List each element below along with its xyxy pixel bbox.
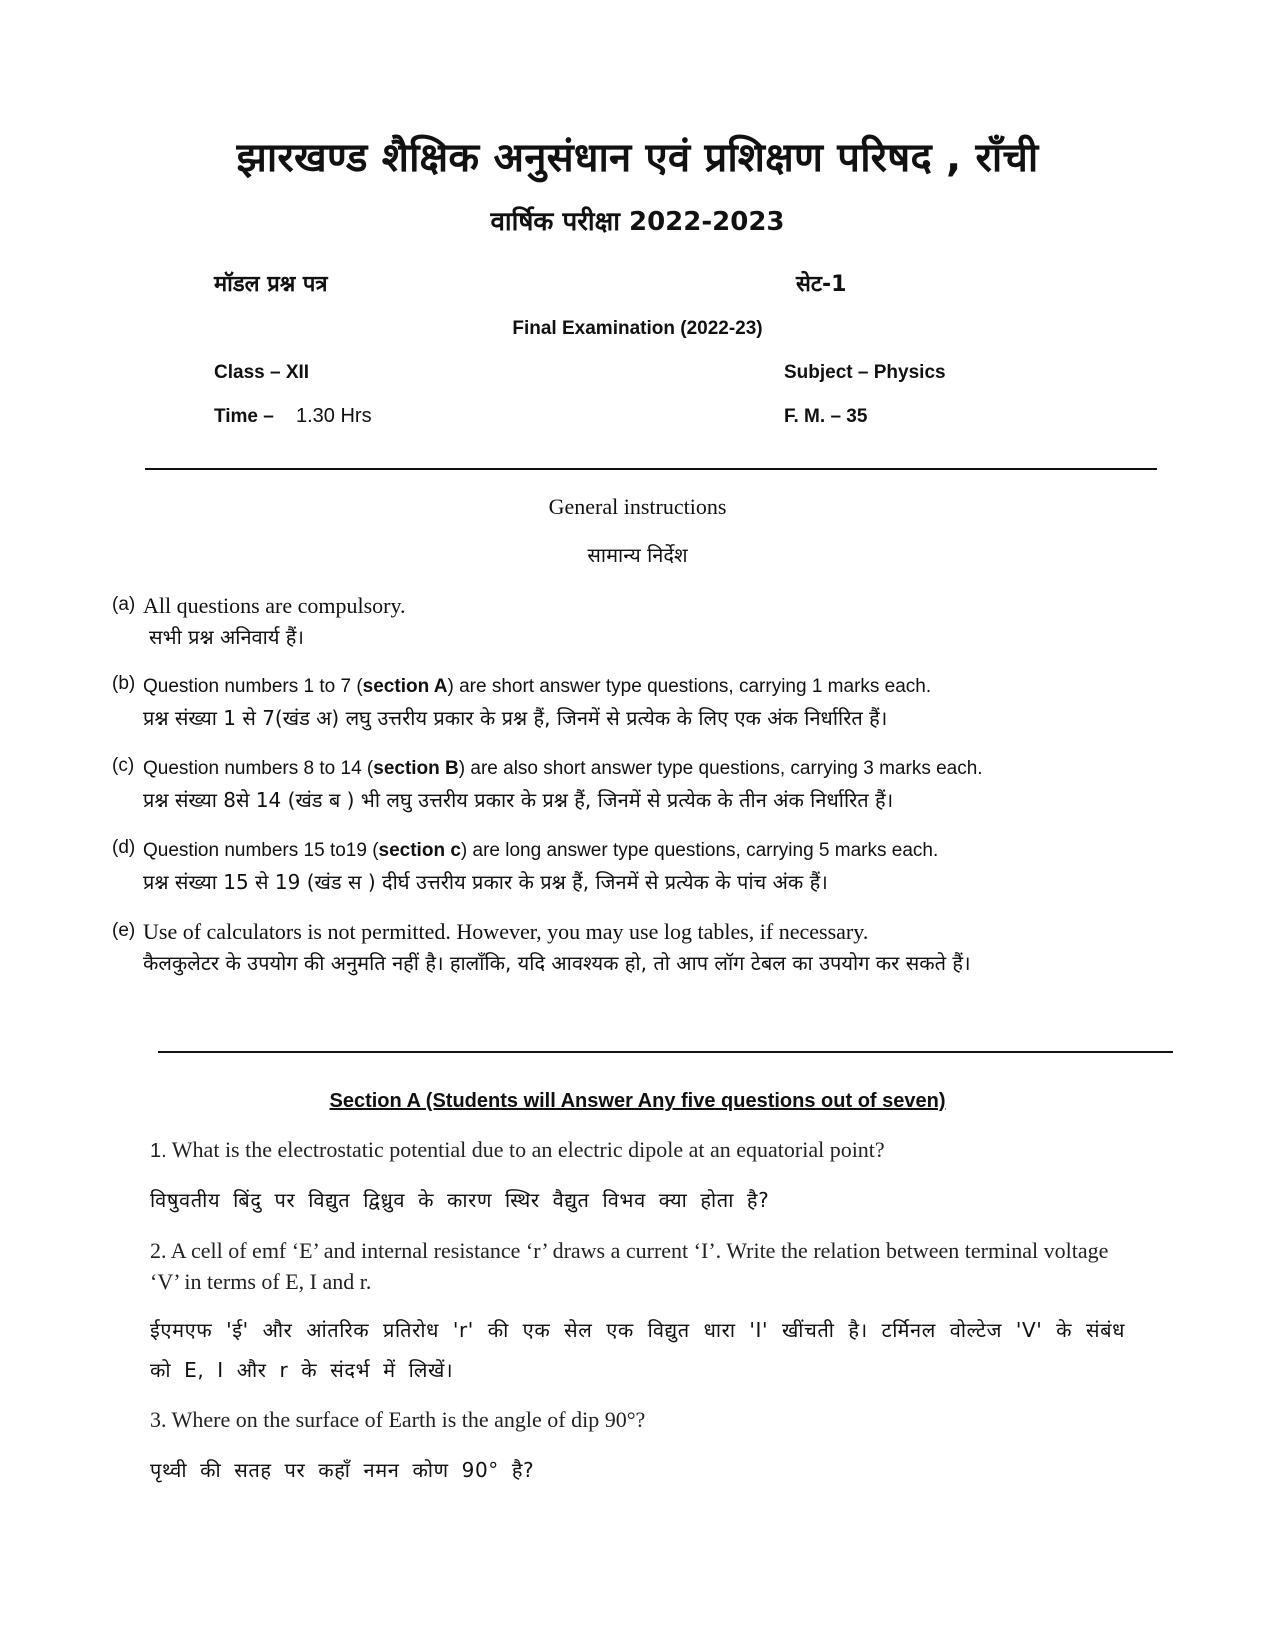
instruction-text-hi: प्रश्न संख्या 1 से 7(खंड अ) लघु उत्तरीय प्रकार के प्रश्न हैं, जिनमें से प्रत्येक के लिए एक अंक निर्धारित हैं। (143, 706, 888, 730)
question-hi-line: ईएमएफ 'ई' और आंतरिक प्रतिरोध 'r' की एक सेल एक विद्युत धारा 'I' खींचती है। टर्मिनल वोल्टेज 'V' के संबंध को E, I और r के संदर्भ में लिखें। (150, 1318, 1125, 1382)
question-item (150, 1134, 1170, 1167)
instructions-heading-en: General instructions (548, 494, 727, 519)
question-hi-line: विषुवतीय बिंदु पर विद्युत द्विध्रुव के कारण स्थिर वैद्युत विभव क्या होता है? (150, 1188, 770, 1212)
instruction-text-en-cont: ) are short answer type questions, carrying 1 marks each. (447, 676, 932, 697)
instruction-text-en: Question numbers 15 to19 ( (143, 840, 379, 861)
question-text-en: A cell of emf ‘E’ and internal resistance ‘r’ draws a current ‘I’. Write the relation between terminal voltage ‘V’ in terms of E, I and r. (150, 1238, 1109, 1294)
set-number: सेट-1 (796, 272, 847, 297)
instruction-text-hi: सभी प्रश्न अनिवार्य हैं। (149, 625, 305, 649)
exam-name: Final Examination (2022-23) (512, 318, 763, 339)
paper-type: मॉडल प्रश्न पत्र (214, 272, 328, 297)
question-text-en: What is the electrostatic potential due to an electric dipole at an equatorial point? (171, 1137, 885, 1162)
question-item (150, 1235, 1130, 1297)
subject-label: Subject – Physics (784, 362, 946, 383)
question-text-hi (150, 1450, 1170, 1490)
time-value: 1.30 Hrs (296, 405, 372, 427)
question-text-hi (150, 1180, 1170, 1220)
question-text-en: Where on the surface of Earth is the angle of dip 90°? (171, 1407, 646, 1432)
time-label: Time – (214, 406, 274, 427)
question-text-hi (150, 1310, 1125, 1390)
instructions-heading-hi: सामान्य निर्देश (587, 543, 688, 567)
instruction-text-en: Question numbers 8 to 14 ( (143, 758, 374, 779)
exam-title: वार्षिक परीक्षा 2022-2023 (490, 207, 785, 237)
instruction-text-hi: प्रश्न संख्या 15 से 19 (खंड स ) दीर्घ उत्तरीय प्रकार के प्रश्न हैं, जिनमें से प्रत्येक के पांच अंक हैं। (143, 870, 828, 894)
instruction-text-en: Question numbers 1 to 7 ( (143, 676, 363, 697)
instruction-text-en-cont: ) are also short answer type questions, carrying 3 marks each. (458, 758, 983, 779)
question-number: 3. (150, 1407, 167, 1432)
instruction-letter: (a) (112, 594, 136, 615)
full-marks: F. M. – 35 (784, 406, 868, 427)
instruction-letter: (d) (112, 837, 136, 858)
question-item (150, 1404, 1170, 1435)
instruction-letter: (c) (112, 755, 135, 776)
question-number: 2. (150, 1238, 167, 1263)
section-a-heading: Section A (Students will Answer Any five questions out of seven) (329, 1090, 946, 1112)
instruction-text-en-cont: ) are long answer type questions, carrying 5 marks each. (460, 840, 939, 861)
section-divider (158, 1051, 1173, 1053)
section-ref: section A (362, 676, 448, 697)
instruction-text-en: Use of calculators is not permitted. However, you may use log tables, if necessary. (143, 919, 869, 944)
section-ref: section B (373, 758, 459, 779)
question-hi-line: पृथ्वी की सतह पर कहाँ नमन कोण 90° है? (150, 1458, 535, 1482)
instruction-letter: (b) (112, 673, 136, 694)
class-label: Class – XII (214, 362, 310, 383)
instruction-text-en: All questions are compulsory. (143, 593, 406, 618)
section-ref: section c (378, 840, 461, 861)
instruction-text-hi: प्रश्न संख्या 8से 14 (खंड ब ) भी लघु उत्तरीय प्रकार के प्रश्न हैं, जिनमें से प्रत्येक के तीन अंक निर्धारित हैं। (143, 788, 894, 812)
header-divider (145, 468, 1157, 470)
instruction-letter: (e) (112, 920, 136, 941)
instruction-text-hi: कैलकुलेटर के उपयोग की अनुमति नहीं है। हालाँकि, यदि आवश्यक हो, तो आप लॉग टेबल का उपयोग कर सकते हैं। (143, 951, 971, 975)
question-number: 1. (150, 1140, 167, 1162)
council-title: झारखण्ड शैक्षिक अनुसंधान एवं प्रशिक्षण परिषद , राँची (236, 135, 1039, 181)
